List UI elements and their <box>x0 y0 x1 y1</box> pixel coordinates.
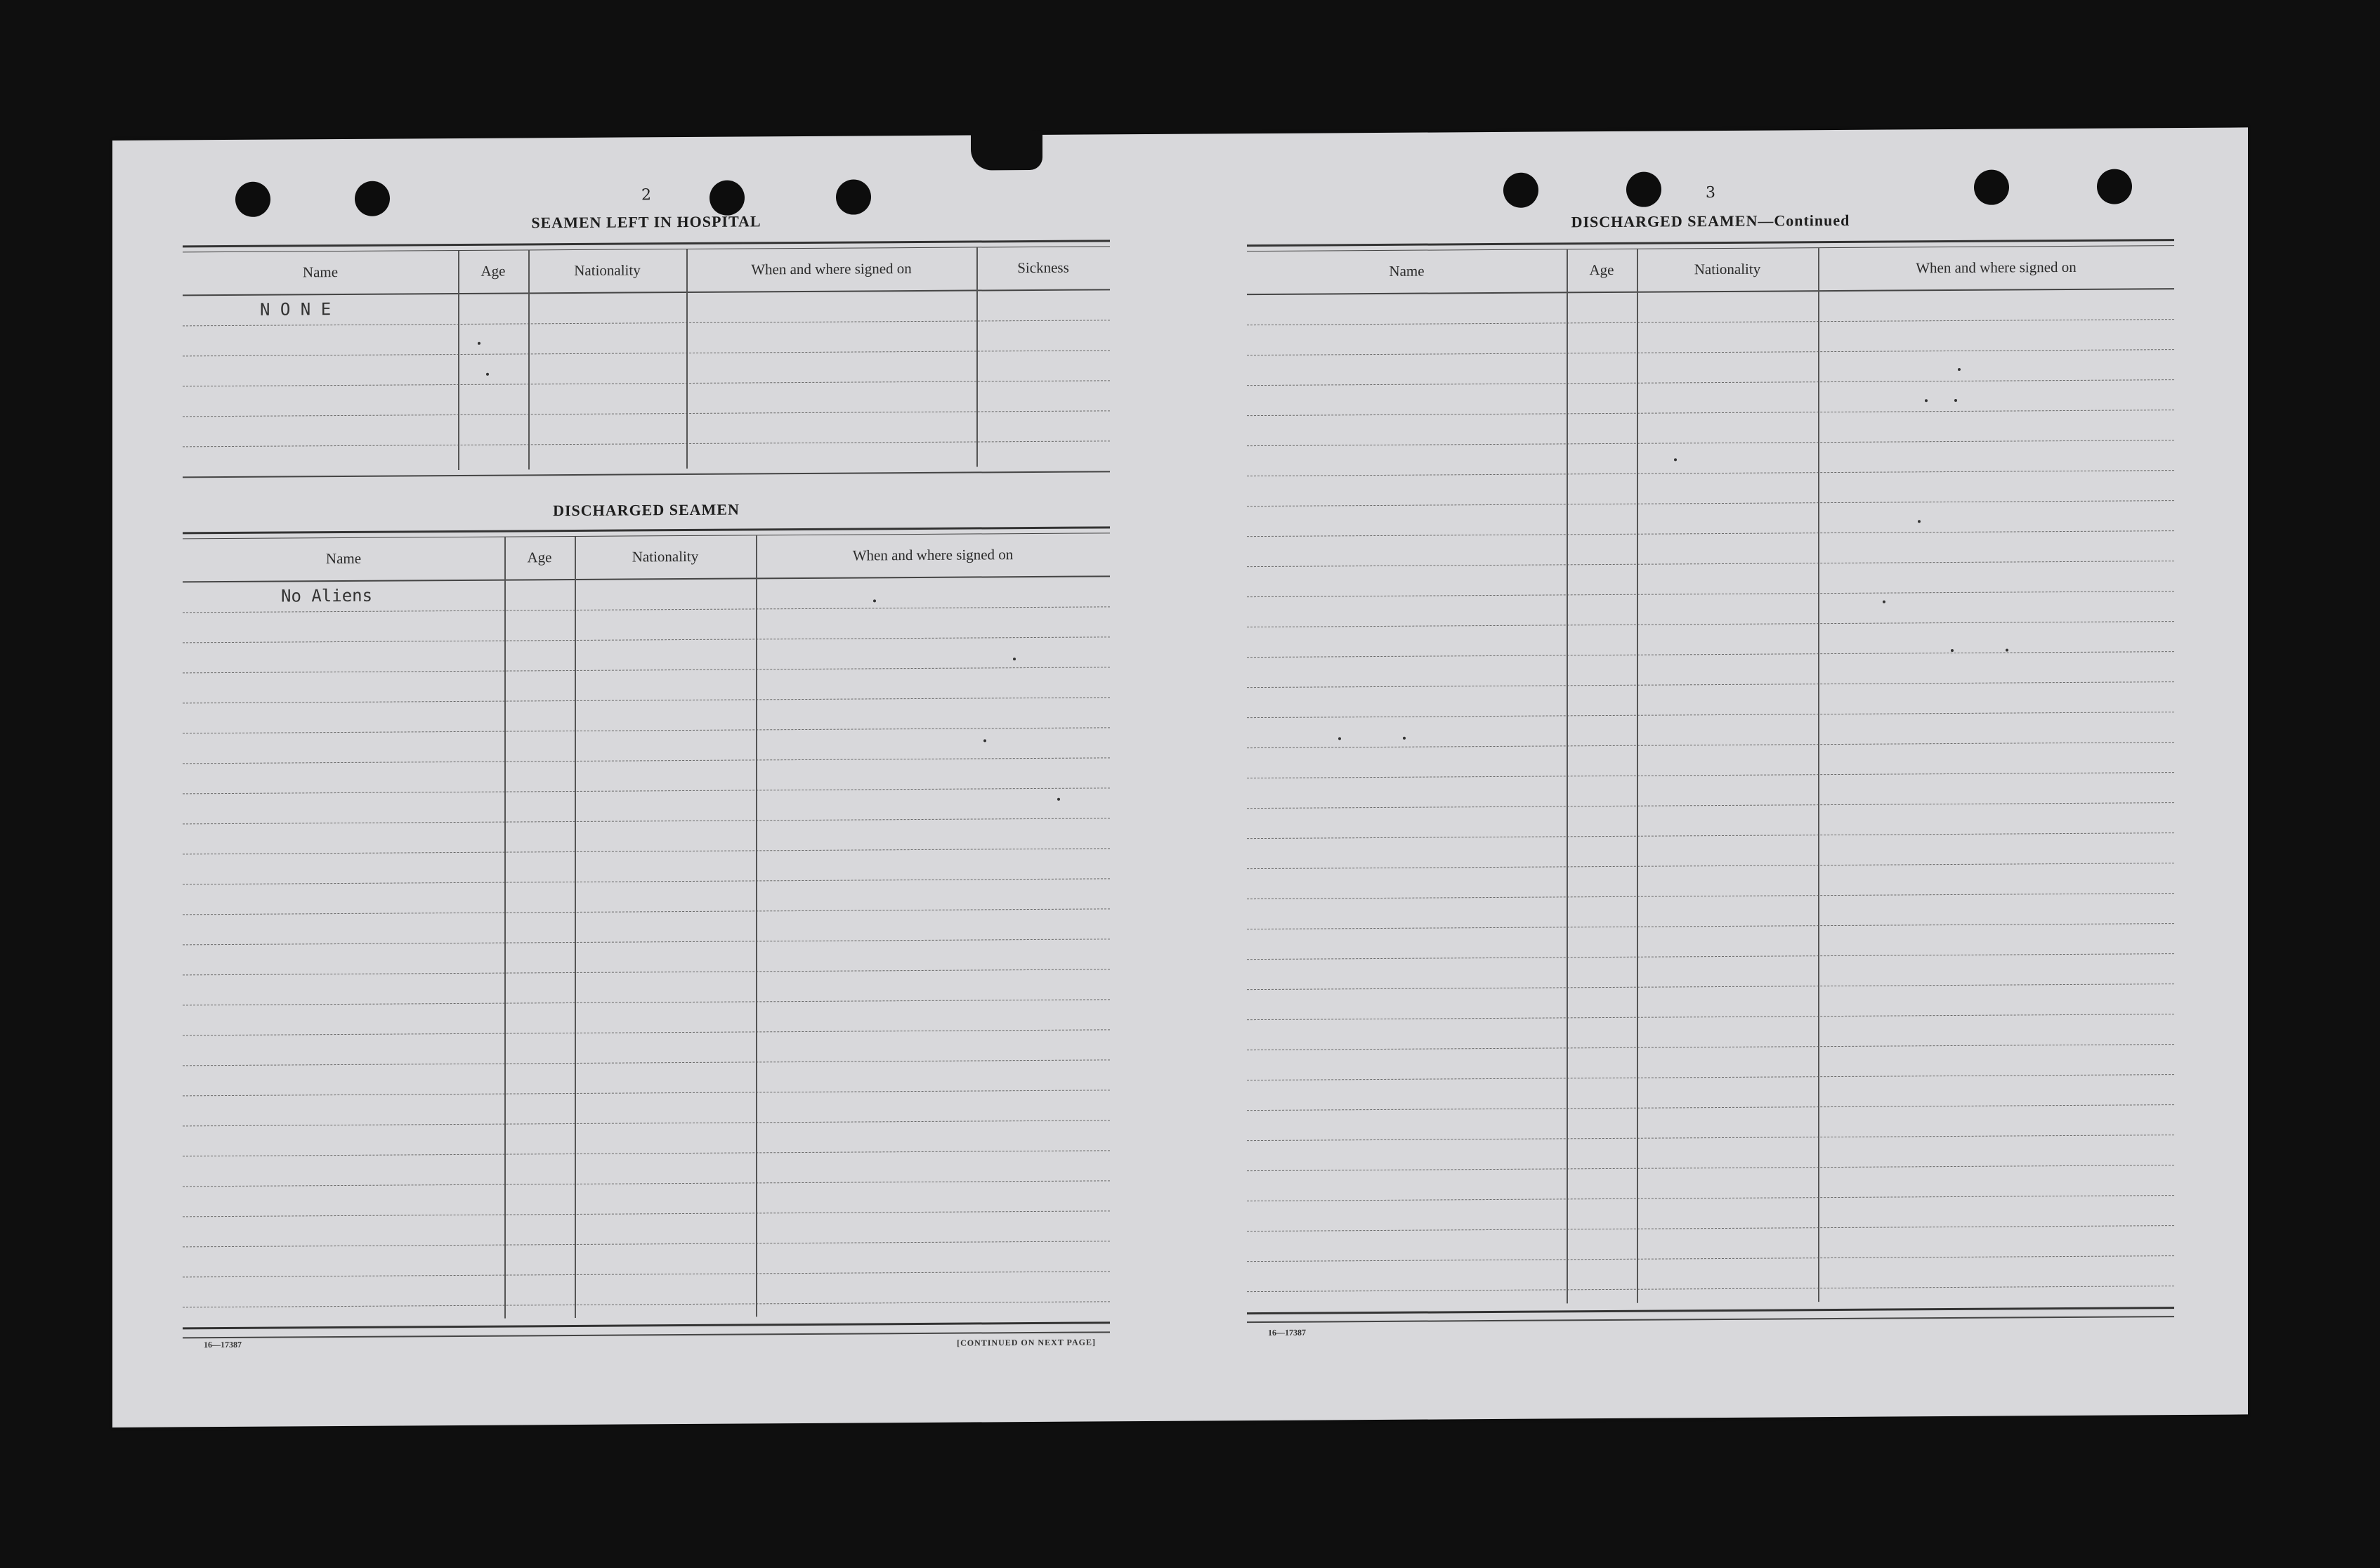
column-divider <box>575 537 576 1318</box>
column-header-name: Name <box>302 263 339 281</box>
column-divider <box>528 250 530 469</box>
column-header-signed-on: When and where signed on <box>751 260 912 278</box>
discharged-table <box>183 533 1110 1338</box>
name-cell: N O N E <box>260 299 332 320</box>
column-header-signed-on: When and where signed on <box>1916 258 2077 277</box>
ink-speck <box>983 739 986 742</box>
ink-speck <box>1925 399 1928 402</box>
discharged-continued-title: DISCHARGED SEAMEN—Continued <box>1571 211 1850 231</box>
ledger-sheet <box>112 127 2248 1427</box>
column-header-name: Name <box>1389 262 1425 280</box>
column-divider <box>976 247 978 466</box>
column-divider <box>756 535 757 1317</box>
ink-speck <box>1883 601 1885 603</box>
column-header-nationality: Nationality <box>632 547 699 566</box>
ink-speck <box>486 373 489 376</box>
ink-speck <box>873 599 876 602</box>
hospital-rows <box>183 290 1110 478</box>
column-header-signed-on: When and where signed on <box>852 546 1014 564</box>
discharged-continued-table <box>1247 246 2174 1323</box>
form-number: 16—17387 <box>204 1339 242 1350</box>
ink-speck <box>1338 737 1341 740</box>
table-row <box>183 1302 1110 1338</box>
discharged-rows <box>183 577 1110 1338</box>
column-header-sickness: Sickness <box>1017 259 1069 277</box>
column-header-name: Name <box>325 549 362 568</box>
ink-speck <box>1057 798 1060 801</box>
ink-speck <box>1958 368 1961 371</box>
column-header-nationality: Nationality <box>1694 260 1761 278</box>
form-number: 16—17387 <box>1268 1327 1306 1338</box>
ink-speck <box>2006 649 2008 652</box>
ink-speck <box>1954 399 1957 402</box>
left-page <box>183 134 1110 1427</box>
column-divider <box>1818 248 1819 1302</box>
column-header-age: Age <box>480 262 506 280</box>
ink-speck <box>1013 658 1016 660</box>
column-divider <box>504 537 506 1319</box>
page-number: 2 <box>641 186 651 204</box>
column-header-nationality: Nationality <box>574 261 641 279</box>
ink-speck <box>1674 458 1677 461</box>
hospital-section-title: SEAMEN LEFT IN HOSPITAL <box>531 212 761 232</box>
right-page <box>1247 128 2174 1420</box>
column-header-age: Age <box>1589 261 1614 279</box>
name-cell: No Aliens <box>281 585 373 606</box>
table-header <box>1247 246 2174 295</box>
column-header-age: Age <box>527 549 552 566</box>
ink-speck <box>1918 520 1921 523</box>
column-divider <box>686 249 688 469</box>
table-header <box>183 533 1110 582</box>
discharged-continued-rows <box>1247 289 2174 1323</box>
ink-speck <box>478 342 480 345</box>
continued-note: [CONTINUED ON NEXT PAGE] <box>957 1337 1096 1348</box>
table-row <box>1247 1286 2174 1323</box>
hospital-table <box>183 247 1110 478</box>
table-row <box>183 441 1110 478</box>
column-divider <box>1637 249 1638 1303</box>
ink-speck <box>1403 737 1406 740</box>
page-number: 3 <box>1706 184 1715 202</box>
ink-speck <box>1951 649 1954 652</box>
table-header <box>183 247 1110 296</box>
column-divider <box>1567 249 1568 1303</box>
column-divider <box>458 251 459 470</box>
discharged-section-title: DISCHARGED SEAMEN <box>553 500 740 520</box>
